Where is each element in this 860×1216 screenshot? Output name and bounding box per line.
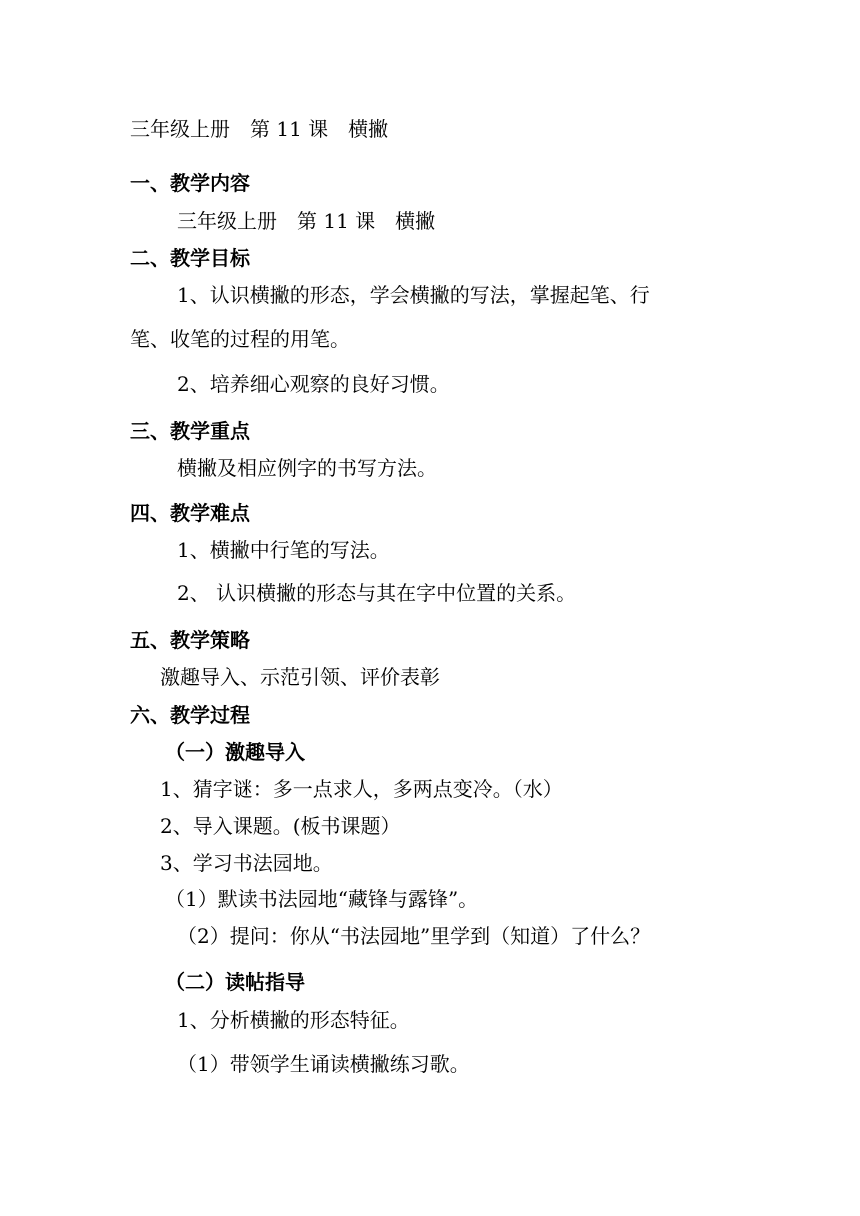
objective-line: 2、培养细心观察的良好习惯。 [177, 372, 450, 396]
difficulty-line: 2、 认识横撇的形态与其在字中位置的关系。 [177, 581, 577, 605]
section-heading-strategy: 五、教学策略 [130, 628, 250, 652]
section-heading-content: 一、教学内容 [130, 171, 250, 195]
section-heading-process: 六、教学过程 [130, 703, 250, 727]
section-heading-key-points: 三、教学重点 [130, 419, 250, 443]
section-heading-difficulties: 四、教学难点 [130, 501, 250, 525]
process-line: （2）提问：你从“书法园地”里学到（知道）了什么？ [177, 924, 651, 948]
process-line: 1、分析横撇的形态特征。 [177, 1008, 410, 1032]
objective-line: 笔、收笔的过程的用笔。 [130, 327, 350, 351]
document-title: 三年级上册 第 11 课 横撇 [130, 117, 389, 141]
process-line: 3、学习书法园地。 [160, 851, 333, 875]
difficulty-line: 1、横撇中行笔的写法。 [177, 538, 390, 562]
content-line: 三年级上册 第 11 课 横撇 [177, 209, 436, 233]
process-line: （1）带领学生诵读横撇练习歌。 [177, 1052, 470, 1076]
subsection-heading-reading: （二）读帖指导 [165, 970, 305, 994]
subsection-heading-intro: （一）激趣导入 [165, 740, 305, 764]
key-point-line: 横撇及相应例字的书写方法。 [177, 456, 437, 480]
strategy-line: 激趣导入、示范引领、评价表彰 [160, 665, 440, 689]
process-line: 2、导入课题。(板书课题） [160, 814, 401, 838]
process-line: 1、猜字谜：多一点求人，多两点变冷。（水） [160, 777, 563, 801]
section-heading-objectives: 二、教学目标 [130, 246, 250, 270]
objective-line: 1、认识横撇的形态，学会横撇的写法，掌握起笔、行 [177, 283, 650, 307]
process-line: （1）默读书法园地“藏锋与露锋”。 [165, 887, 479, 911]
